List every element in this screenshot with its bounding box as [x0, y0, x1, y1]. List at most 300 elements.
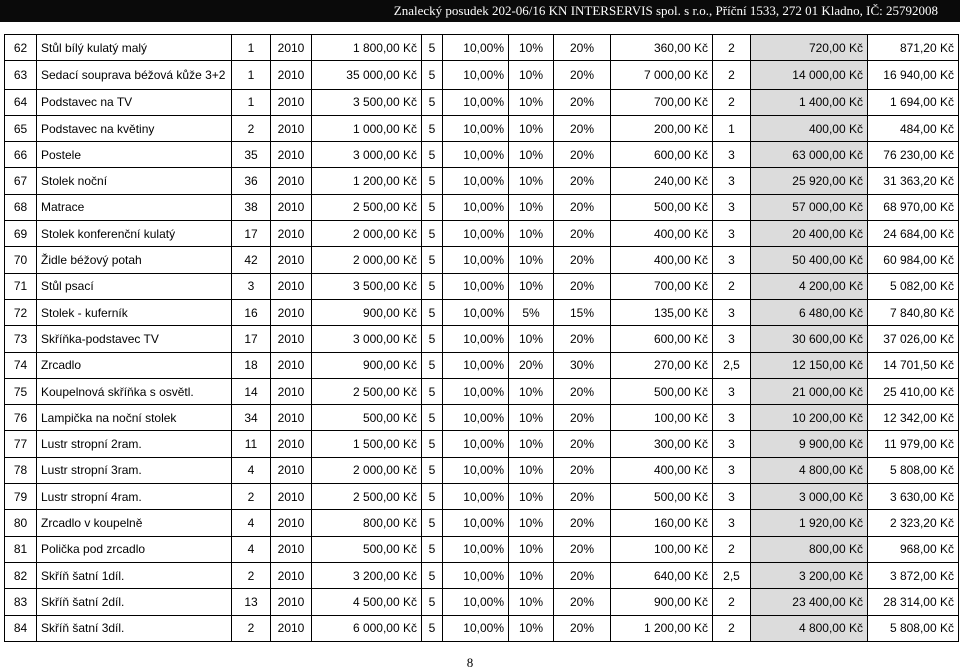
cell-unit-price: 2 500,00 Kč	[312, 378, 422, 404]
cell-year: 2010	[271, 89, 312, 115]
cell-value-excl-vat: 10 200,00 Kč	[751, 405, 868, 431]
cell-quantity: 34	[232, 405, 271, 431]
cell-unit-price: 2 500,00 Kč	[312, 194, 422, 220]
cell-value-incl-vat: 68 970,00 Kč	[868, 194, 959, 220]
cell-value-incl-vat: 14 701,50 Kč	[868, 352, 959, 378]
cell-wear: 20%	[509, 352, 554, 378]
cell-year: 2010	[271, 405, 312, 431]
cell-item-name: Zrcadlo	[37, 352, 232, 378]
cell-lifetime: 5	[422, 168, 443, 194]
cell-wear: 10%	[509, 536, 554, 562]
cell-year: 2010	[271, 273, 312, 299]
cell-quantity: 3	[232, 273, 271, 299]
cell-unit-price: 900,00 Kč	[312, 299, 422, 325]
cell-coefficient: 2,5	[713, 562, 751, 588]
cell-value-excl-vat: 4 200,00 Kč	[751, 273, 868, 299]
cell-value-excl-vat: 50 400,00 Kč	[751, 247, 868, 273]
cell-coefficient: 3	[713, 168, 751, 194]
cell-value-excl-vat: 25 920,00 Kč	[751, 168, 868, 194]
cell-total-wear: 30%	[554, 352, 611, 378]
table-row	[5, 273, 959, 299]
cell-item-number: 62	[5, 35, 37, 61]
cell-annual-value: 900,00 Kč	[611, 589, 713, 615]
cell-year: 2010	[271, 536, 312, 562]
cell-total-wear: 20%	[554, 247, 611, 273]
cell-rate: 10,00%	[443, 457, 509, 483]
cell-item-number: 66	[5, 142, 37, 168]
cell-unit-price: 800,00 Kč	[312, 510, 422, 536]
cell-lifetime: 5	[422, 536, 443, 562]
header-text: Znalecký posudek 202-06/16 KN INTERSERVIS spol. s r.o., Příční 1533, 272 01 Kladno, IČ: 25792008	[393, 3, 938, 18]
cell-value-excl-vat: 23 400,00 Kč	[751, 589, 868, 615]
cell-wear: 10%	[509, 457, 554, 483]
cell-item-name: Podstavec na květiny	[37, 115, 232, 141]
cell-annual-value: 400,00 Kč	[611, 247, 713, 273]
cell-quantity: 4	[232, 457, 271, 483]
cell-rate: 10,00%	[443, 273, 509, 299]
cell-item-name: Stolek konferenční kulatý	[37, 221, 232, 247]
cell-lifetime: 5	[422, 352, 443, 378]
cell-value-incl-vat: 1 694,00 Kč	[868, 89, 959, 115]
cell-rate: 10,00%	[443, 536, 509, 562]
cell-quantity: 2	[232, 562, 271, 588]
cell-item-name: Lustr stropní 2ram.	[37, 431, 232, 457]
cell-item-name: Židle béžový potah	[37, 247, 232, 273]
cell-item-name: Stolek - kuferník	[37, 299, 232, 325]
cell-value-excl-vat: 4 800,00 Kč	[751, 615, 868, 641]
cell-coefficient: 2	[713, 589, 751, 615]
table-row	[5, 562, 959, 588]
table-row	[5, 221, 959, 247]
cell-rate: 10,00%	[443, 35, 509, 61]
cell-year: 2010	[271, 484, 312, 510]
cell-value-excl-vat: 30 600,00 Kč	[751, 326, 868, 352]
cell-item-number: 75	[5, 378, 37, 404]
cell-item-number: 78	[5, 457, 37, 483]
cell-wear: 10%	[509, 589, 554, 615]
cell-annual-value: 600,00 Kč	[611, 326, 713, 352]
cell-wear: 10%	[509, 247, 554, 273]
cell-year: 2010	[271, 142, 312, 168]
cell-value-incl-vat: 2 323,20 Kč	[868, 510, 959, 536]
cell-total-wear: 20%	[554, 61, 611, 89]
cell-lifetime: 5	[422, 61, 443, 89]
cell-rate: 10,00%	[443, 352, 509, 378]
cell-annual-value: 360,00 Kč	[611, 35, 713, 61]
cell-item-number: 68	[5, 194, 37, 220]
cell-year: 2010	[271, 326, 312, 352]
cell-unit-price: 1 800,00 Kč	[312, 35, 422, 61]
cell-value-incl-vat: 968,00 Kč	[868, 536, 959, 562]
cell-value-incl-vat: 484,00 Kč	[868, 115, 959, 141]
cell-value-incl-vat: 25 410,00 Kč	[868, 378, 959, 404]
cell-item-name: Lampička na noční stolek	[37, 405, 232, 431]
cell-value-incl-vat: 37 026,00 Kč	[868, 326, 959, 352]
cell-coefficient: 3	[713, 142, 751, 168]
cell-year: 2010	[271, 457, 312, 483]
cell-annual-value: 640,00 Kč	[611, 562, 713, 588]
cell-value-excl-vat: 1 400,00 Kč	[751, 89, 868, 115]
cell-coefficient: 3	[713, 484, 751, 510]
cell-wear: 10%	[509, 142, 554, 168]
page-number: 8	[466, 655, 474, 670]
cell-value-excl-vat: 6 480,00 Kč	[751, 299, 868, 325]
table-row	[5, 536, 959, 562]
cell-lifetime: 5	[422, 431, 443, 457]
cell-total-wear: 20%	[554, 221, 611, 247]
cell-value-incl-vat: 3 872,00 Kč	[868, 562, 959, 588]
cell-year: 2010	[271, 299, 312, 325]
cell-lifetime: 5	[422, 484, 443, 510]
cell-item-name: Stůl psací	[37, 273, 232, 299]
cell-lifetime: 5	[422, 589, 443, 615]
table-row	[5, 61, 959, 89]
cell-rate: 10,00%	[443, 405, 509, 431]
cell-quantity: 14	[232, 378, 271, 404]
cell-annual-value: 270,00 Kč	[611, 352, 713, 378]
cell-lifetime: 5	[422, 221, 443, 247]
cell-lifetime: 5	[422, 35, 443, 61]
cell-coefficient: 2	[713, 61, 751, 89]
cell-item-number: 84	[5, 615, 37, 641]
cell-total-wear: 20%	[554, 431, 611, 457]
cell-lifetime: 5	[422, 510, 443, 536]
cell-year: 2010	[271, 221, 312, 247]
cell-item-name: Skříňka-podstavec TV	[37, 326, 232, 352]
cell-item-number: 74	[5, 352, 37, 378]
cell-annual-value: 135,00 Kč	[611, 299, 713, 325]
cell-year: 2010	[271, 352, 312, 378]
cell-item-number: 63	[5, 61, 37, 89]
cell-quantity: 16	[232, 299, 271, 325]
cell-coefficient: 3	[713, 510, 751, 536]
cell-value-incl-vat: 60 984,00 Kč	[868, 247, 959, 273]
cell-year: 2010	[271, 431, 312, 457]
cell-quantity: 2	[232, 484, 271, 510]
cell-unit-price: 3 500,00 Kč	[312, 273, 422, 299]
cell-item-name: Skříň šatní 1díl.	[37, 562, 232, 588]
cell-value-excl-vat: 63 000,00 Kč	[751, 142, 868, 168]
cell-lifetime: 5	[422, 378, 443, 404]
cell-item-number: 64	[5, 89, 37, 115]
cell-wear: 10%	[509, 221, 554, 247]
cell-unit-price: 6 000,00 Kč	[312, 615, 422, 641]
cell-quantity: 1	[232, 35, 271, 61]
cell-annual-value: 500,00 Kč	[611, 378, 713, 404]
cell-annual-value: 500,00 Kč	[611, 484, 713, 510]
cell-value-incl-vat: 5 808,00 Kč	[868, 615, 959, 641]
cell-item-name: Sedací souprava béžová kůže 3+2	[37, 61, 232, 89]
cell-total-wear: 20%	[554, 35, 611, 61]
cell-value-incl-vat: 16 940,00 Kč	[868, 61, 959, 89]
cell-item-name: Postele	[37, 142, 232, 168]
cell-coefficient: 2	[713, 35, 751, 61]
cell-year: 2010	[271, 168, 312, 194]
cell-item-number: 65	[5, 115, 37, 141]
cell-wear: 10%	[509, 431, 554, 457]
cell-rate: 10,00%	[443, 431, 509, 457]
cell-value-excl-vat: 57 000,00 Kč	[751, 194, 868, 220]
cell-quantity: 1	[232, 61, 271, 89]
cell-item-name: Skříň šatní 3díl.	[37, 615, 232, 641]
cell-wear: 5%	[509, 299, 554, 325]
cell-total-wear: 20%	[554, 194, 611, 220]
cell-annual-value: 700,00 Kč	[611, 273, 713, 299]
cell-total-wear: 20%	[554, 562, 611, 588]
cell-unit-price: 500,00 Kč	[312, 405, 422, 431]
cell-annual-value: 400,00 Kč	[611, 457, 713, 483]
table-row	[5, 168, 959, 194]
cell-rate: 10,00%	[443, 510, 509, 536]
cell-wear: 10%	[509, 510, 554, 536]
cell-rate: 10,00%	[443, 168, 509, 194]
cell-value-excl-vat: 720,00 Kč	[751, 35, 868, 61]
cell-item-number: 70	[5, 247, 37, 273]
cell-unit-price: 1 200,00 Kč	[312, 168, 422, 194]
cell-value-incl-vat: 5 808,00 Kč	[868, 457, 959, 483]
table-row	[5, 431, 959, 457]
table-row	[5, 115, 959, 141]
cell-rate: 10,00%	[443, 115, 509, 141]
cell-quantity: 4	[232, 536, 271, 562]
cell-annual-value: 700,00 Kč	[611, 89, 713, 115]
cell-coefficient: 3	[713, 221, 751, 247]
cell-unit-price: 2 500,00 Kč	[312, 484, 422, 510]
cell-item-number: 72	[5, 299, 37, 325]
cell-coefficient: 2,5	[713, 352, 751, 378]
cell-lifetime: 5	[422, 299, 443, 325]
cell-year: 2010	[271, 61, 312, 89]
cell-rate: 10,00%	[443, 221, 509, 247]
cell-quantity: 42	[232, 247, 271, 273]
cell-total-wear: 20%	[554, 589, 611, 615]
cell-item-number: 81	[5, 536, 37, 562]
cell-value-incl-vat: 7 840,80 Kč	[868, 299, 959, 325]
cell-year: 2010	[271, 115, 312, 141]
cell-rate: 10,00%	[443, 484, 509, 510]
cell-rate: 10,00%	[443, 194, 509, 220]
table-row	[5, 35, 959, 61]
table-row	[5, 405, 959, 431]
cell-wear: 10%	[509, 115, 554, 141]
cell-total-wear: 20%	[554, 115, 611, 141]
cell-lifetime: 5	[422, 457, 443, 483]
cell-value-excl-vat: 1 920,00 Kč	[751, 510, 868, 536]
cell-quantity: 17	[232, 326, 271, 352]
cell-rate: 10,00%	[443, 326, 509, 352]
table-row	[5, 326, 959, 352]
cell-coefficient: 3	[713, 194, 751, 220]
cell-item-name: Zrcadlo v koupelně	[37, 510, 232, 536]
table-row	[5, 510, 959, 536]
cell-year: 2010	[271, 378, 312, 404]
cell-lifetime: 5	[422, 615, 443, 641]
cell-total-wear: 20%	[554, 484, 611, 510]
cell-item-name: Matrace	[37, 194, 232, 220]
cell-annual-value: 100,00 Kč	[611, 536, 713, 562]
cell-quantity: 17	[232, 221, 271, 247]
cell-value-incl-vat: 11 979,00 Kč	[868, 431, 959, 457]
cell-lifetime: 5	[422, 89, 443, 115]
cell-total-wear: 20%	[554, 89, 611, 115]
cell-value-incl-vat: 76 230,00 Kč	[868, 142, 959, 168]
cell-quantity: 4	[232, 510, 271, 536]
cell-year: 2010	[271, 194, 312, 220]
cell-lifetime: 5	[422, 273, 443, 299]
cell-annual-value: 160,00 Kč	[611, 510, 713, 536]
cell-wear: 10%	[509, 378, 554, 404]
cell-unit-price: 900,00 Kč	[312, 352, 422, 378]
cell-item-number: 69	[5, 221, 37, 247]
cell-total-wear: 20%	[554, 378, 611, 404]
cell-rate: 10,00%	[443, 615, 509, 641]
cell-lifetime: 5	[422, 247, 443, 273]
cell-wear: 10%	[509, 562, 554, 588]
table-row	[5, 457, 959, 483]
cell-unit-price: 1 500,00 Kč	[312, 431, 422, 457]
cell-value-incl-vat: 31 363,20 Kč	[868, 168, 959, 194]
cell-annual-value: 240,00 Kč	[611, 168, 713, 194]
table-row	[5, 378, 959, 404]
cell-coefficient: 3	[713, 326, 751, 352]
cell-item-number: 79	[5, 484, 37, 510]
cell-wear: 10%	[509, 168, 554, 194]
cell-annual-value: 400,00 Kč	[611, 221, 713, 247]
cell-annual-value: 600,00 Kč	[611, 142, 713, 168]
cell-rate: 10,00%	[443, 562, 509, 588]
cell-value-incl-vat: 3 630,00 Kč	[868, 484, 959, 510]
cell-value-incl-vat: 5 082,00 Kč	[868, 273, 959, 299]
cell-coefficient: 3	[713, 247, 751, 273]
cell-wear: 10%	[509, 35, 554, 61]
cell-value-excl-vat: 800,00 Kč	[751, 536, 868, 562]
cell-unit-price: 1 000,00 Kč	[312, 115, 422, 141]
cell-item-number: 80	[5, 510, 37, 536]
cell-unit-price: 3 000,00 Kč	[312, 326, 422, 352]
cell-rate: 10,00%	[443, 589, 509, 615]
cell-quantity: 18	[232, 352, 271, 378]
cell-total-wear: 20%	[554, 536, 611, 562]
cell-value-excl-vat: 3 200,00 Kč	[751, 562, 868, 588]
cell-wear: 10%	[509, 61, 554, 89]
cell-item-name: Lustr stropní 4ram.	[37, 484, 232, 510]
cell-rate: 10,00%	[443, 247, 509, 273]
table-row	[5, 142, 959, 168]
cell-value-excl-vat: 14 000,00 Kč	[751, 61, 868, 89]
table-row	[5, 247, 959, 273]
cell-value-excl-vat: 4 800,00 Kč	[751, 457, 868, 483]
cell-wear: 10%	[509, 326, 554, 352]
cell-lifetime: 5	[422, 405, 443, 431]
cell-coefficient: 3	[713, 457, 751, 483]
cell-lifetime: 5	[422, 194, 443, 220]
cell-unit-price: 500,00 Kč	[312, 536, 422, 562]
cell-coefficient: 2	[713, 536, 751, 562]
valuation-table	[4, 34, 959, 642]
cell-rate: 10,00%	[443, 299, 509, 325]
cell-coefficient: 3	[713, 378, 751, 404]
cell-annual-value: 7 000,00 Kč	[611, 61, 713, 89]
table-row	[5, 89, 959, 115]
cell-annual-value: 100,00 Kč	[611, 405, 713, 431]
cell-quantity: 36	[232, 168, 271, 194]
cell-item-number: 73	[5, 326, 37, 352]
cell-item-name: Koupelnová skříňka s osvětl.	[37, 378, 232, 404]
table-row	[5, 352, 959, 378]
cell-item-number: 76	[5, 405, 37, 431]
cell-unit-price: 4 500,00 Kč	[312, 589, 422, 615]
cell-item-number: 83	[5, 589, 37, 615]
cell-value-incl-vat: 871,20 Kč	[868, 35, 959, 61]
cell-item-number: 77	[5, 431, 37, 457]
cell-unit-price: 3 000,00 Kč	[312, 142, 422, 168]
cell-year: 2010	[271, 589, 312, 615]
cell-quantity: 11	[232, 431, 271, 457]
cell-coefficient: 3	[713, 299, 751, 325]
cell-quantity: 2	[232, 615, 271, 641]
cell-wear: 10%	[509, 194, 554, 220]
cell-unit-price: 2 000,00 Kč	[312, 457, 422, 483]
cell-total-wear: 20%	[554, 405, 611, 431]
cell-annual-value: 200,00 Kč	[611, 115, 713, 141]
cell-year: 2010	[271, 35, 312, 61]
cell-rate: 10,00%	[443, 89, 509, 115]
table-body	[5, 35, 959, 642]
cell-wear: 10%	[509, 405, 554, 431]
cell-value-excl-vat: 12 150,00 Kč	[751, 352, 868, 378]
cell-quantity: 1	[232, 89, 271, 115]
cell-value-incl-vat: 28 314,00 Kč	[868, 589, 959, 615]
cell-quantity: 13	[232, 589, 271, 615]
cell-wear: 10%	[509, 273, 554, 299]
cell-item-name: Stolek noční	[37, 168, 232, 194]
cell-coefficient: 1	[713, 115, 751, 141]
cell-quantity: 35	[232, 142, 271, 168]
cell-total-wear: 20%	[554, 273, 611, 299]
cell-item-number: 71	[5, 273, 37, 299]
cell-quantity: 2	[232, 115, 271, 141]
cell-coefficient: 3	[713, 431, 751, 457]
table-row	[5, 615, 959, 641]
cell-lifetime: 5	[422, 326, 443, 352]
page-header	[0, 0, 960, 22]
cell-item-name: Stůl bílý kulatý malý	[37, 35, 232, 61]
cell-item-number: 82	[5, 562, 37, 588]
cell-item-name: Skříň šatní 2díl.	[37, 589, 232, 615]
cell-unit-price: 3 500,00 Kč	[312, 89, 422, 115]
cell-item-name: Lustr stropní 3ram.	[37, 457, 232, 483]
table-row	[5, 589, 959, 615]
cell-annual-value: 500,00 Kč	[611, 194, 713, 220]
cell-total-wear: 15%	[554, 299, 611, 325]
cell-total-wear: 20%	[554, 168, 611, 194]
cell-value-excl-vat: 400,00 Kč	[751, 115, 868, 141]
cell-rate: 10,00%	[443, 142, 509, 168]
cell-lifetime: 5	[422, 562, 443, 588]
cell-value-excl-vat: 21 000,00 Kč	[751, 378, 868, 404]
cell-total-wear: 20%	[554, 326, 611, 352]
cell-item-number: 67	[5, 168, 37, 194]
cell-total-wear: 20%	[554, 510, 611, 536]
cell-unit-price: 3 200,00 Kč	[312, 562, 422, 588]
cell-value-excl-vat: 9 900,00 Kč	[751, 431, 868, 457]
cell-year: 2010	[271, 615, 312, 641]
cell-total-wear: 20%	[554, 142, 611, 168]
cell-wear: 10%	[509, 484, 554, 510]
cell-value-incl-vat: 12 342,00 Kč	[868, 405, 959, 431]
cell-coefficient: 2	[713, 273, 751, 299]
cell-item-name: Podstavec na TV	[37, 89, 232, 115]
